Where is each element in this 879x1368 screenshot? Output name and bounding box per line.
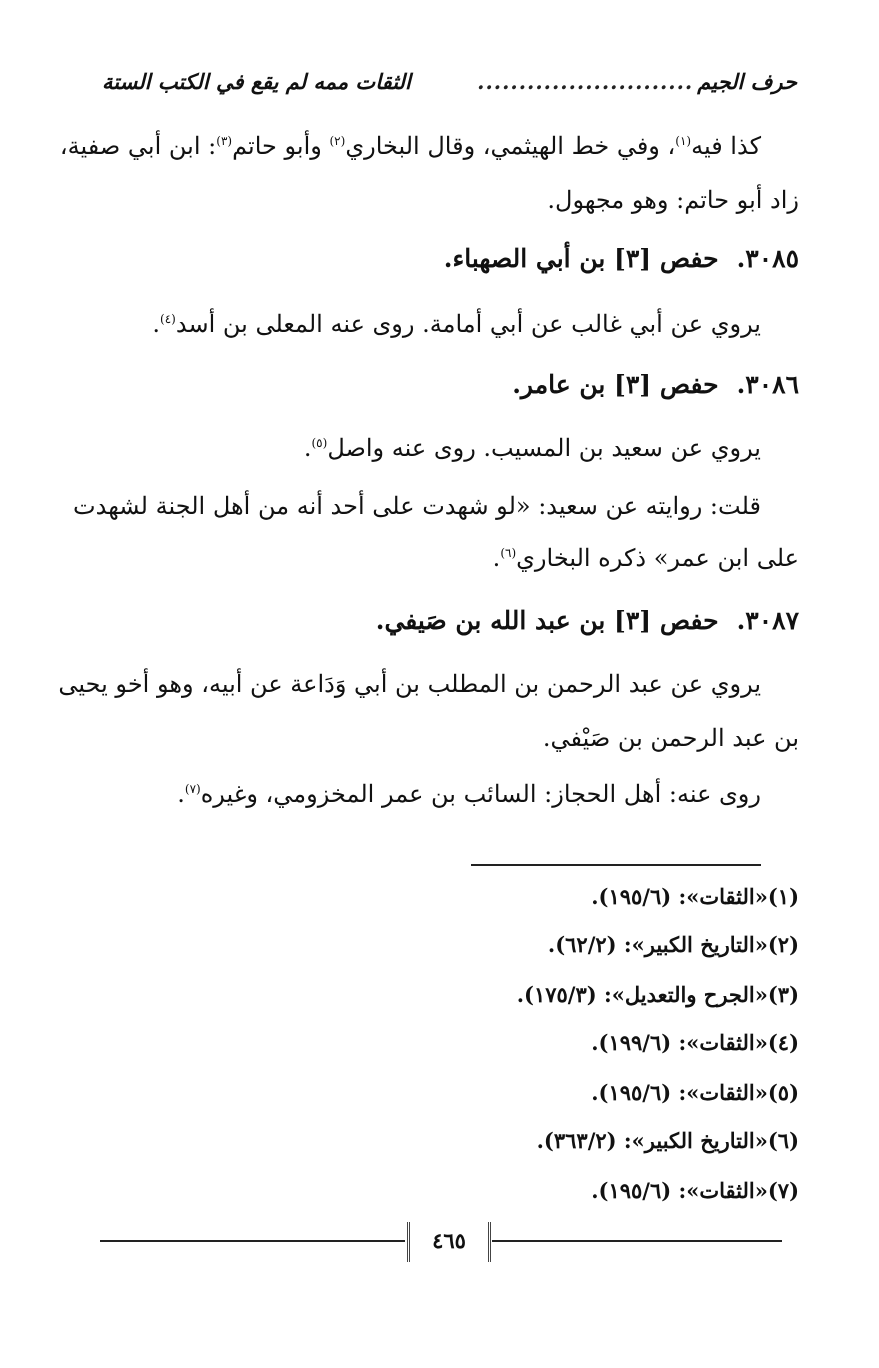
footnote-3: (٣)«الجرح والتعديل»: (١٧٥/٣). — [516, 982, 799, 1007]
footnote-ref[interactable]: (٧) — [184, 782, 201, 796]
footer-rule-left — [100, 1240, 405, 1242]
body-line-1: كذا فيه$^{(١)}$، وفي خط الهيثمي، وقال البخاري$^{(٢)}$ وأبو حاتم$^{(٣)}$: ابن أبي صفية، — [59, 132, 761, 160]
footnote-ref[interactable]: (١) — [675, 134, 692, 148]
entry-3085 — [444, 244, 799, 273]
entry-number: ٣٠٨٦. — [736, 370, 799, 399]
footnote-ref[interactable]: (٣) — [216, 134, 233, 148]
entry-3087 — [376, 606, 799, 635]
footnote-7: (٧)«الثقات»: (١٩٥/٦). — [591, 1178, 799, 1203]
footnote-1: (١)«الثقات»: (١٩٥/٦). — [591, 884, 799, 909]
entry-3086-note-line2: على ابن عمر» ذكره البخاري$^{(٦)}$. — [492, 544, 799, 572]
header-book-title: الثقات ممه لم يقع في الكتب الستة — [102, 68, 411, 94]
body-line-2: زاد أبو حاتم: وهو مجهول. — [547, 186, 799, 214]
entry-3085-text: يروي عن أبي غالب عن أبي أمامة. روى عنه المعلى بن أسد$^{(٤)}$. — [152, 310, 761, 338]
footnote-6: (٦)«التاريخ الكبير»: (٣٦٣/٢). — [536, 1128, 799, 1153]
entry-number: ٣٠٨٥. — [736, 244, 799, 273]
entry-3087-narrators: روى عنه: أهل الحجاز: السائب بن عمر المخزومي، وغيره$^{(٧)}$. — [177, 780, 761, 808]
entry-title: حفص [٣] بن أبي الصهباء. — [443, 244, 719, 273]
footnote-ref[interactable]: (٤) — [160, 312, 176, 326]
entry-title: حفص [٣] بن عامر. — [512, 370, 719, 399]
header-dots: .......................... — [477, 68, 694, 94]
entry-3086 — [512, 370, 799, 399]
entry-title: حفص [٣] بن عبد الله بن صَيفي. — [375, 606, 719, 635]
footnote-ref[interactable]: (٥) — [311, 436, 328, 450]
running-header — [102, 62, 797, 100]
entry-3087-text-line1: يروي عن عبد الرحمن بن المطلب بن أبي وَدَاعة عن أبيه، وهو أخو يحيى — [58, 670, 761, 698]
entry-3087-text-line2: بن عبد الرحمن بن صَيْفي. — [542, 724, 799, 752]
footnote-separator — [471, 864, 761, 866]
footnote-ref[interactable]: (٢) — [329, 134, 346, 148]
entry-3086-note-line1: قلت: روايته عن سعيد: «لو شهدت على أحد أنه من أهل الجنة لشهدت — [73, 492, 761, 520]
entry-number: ٣٠٨٧. — [736, 606, 799, 635]
page-number: ٤٦٥ — [407, 1222, 491, 1262]
footnote-5: (٥)«الثقات»: (١٩٥/٦). — [591, 1080, 799, 1105]
footnote-ref[interactable]: (٦) — [500, 546, 517, 560]
footnote-4: (٤)«الثقات»: (١٩٩/٦). — [591, 1030, 799, 1055]
header-chapter: حرف الجيم — [697, 68, 797, 94]
footer-rule-right — [492, 1240, 782, 1242]
entry-3086-text: يروي عن سعيد بن المسيب. روى عنه واصل$^{(٥)}$. — [303, 434, 761, 462]
footnote-2: (٢)«التاريخ الكبير»: (٦٢/٢). — [547, 932, 799, 957]
